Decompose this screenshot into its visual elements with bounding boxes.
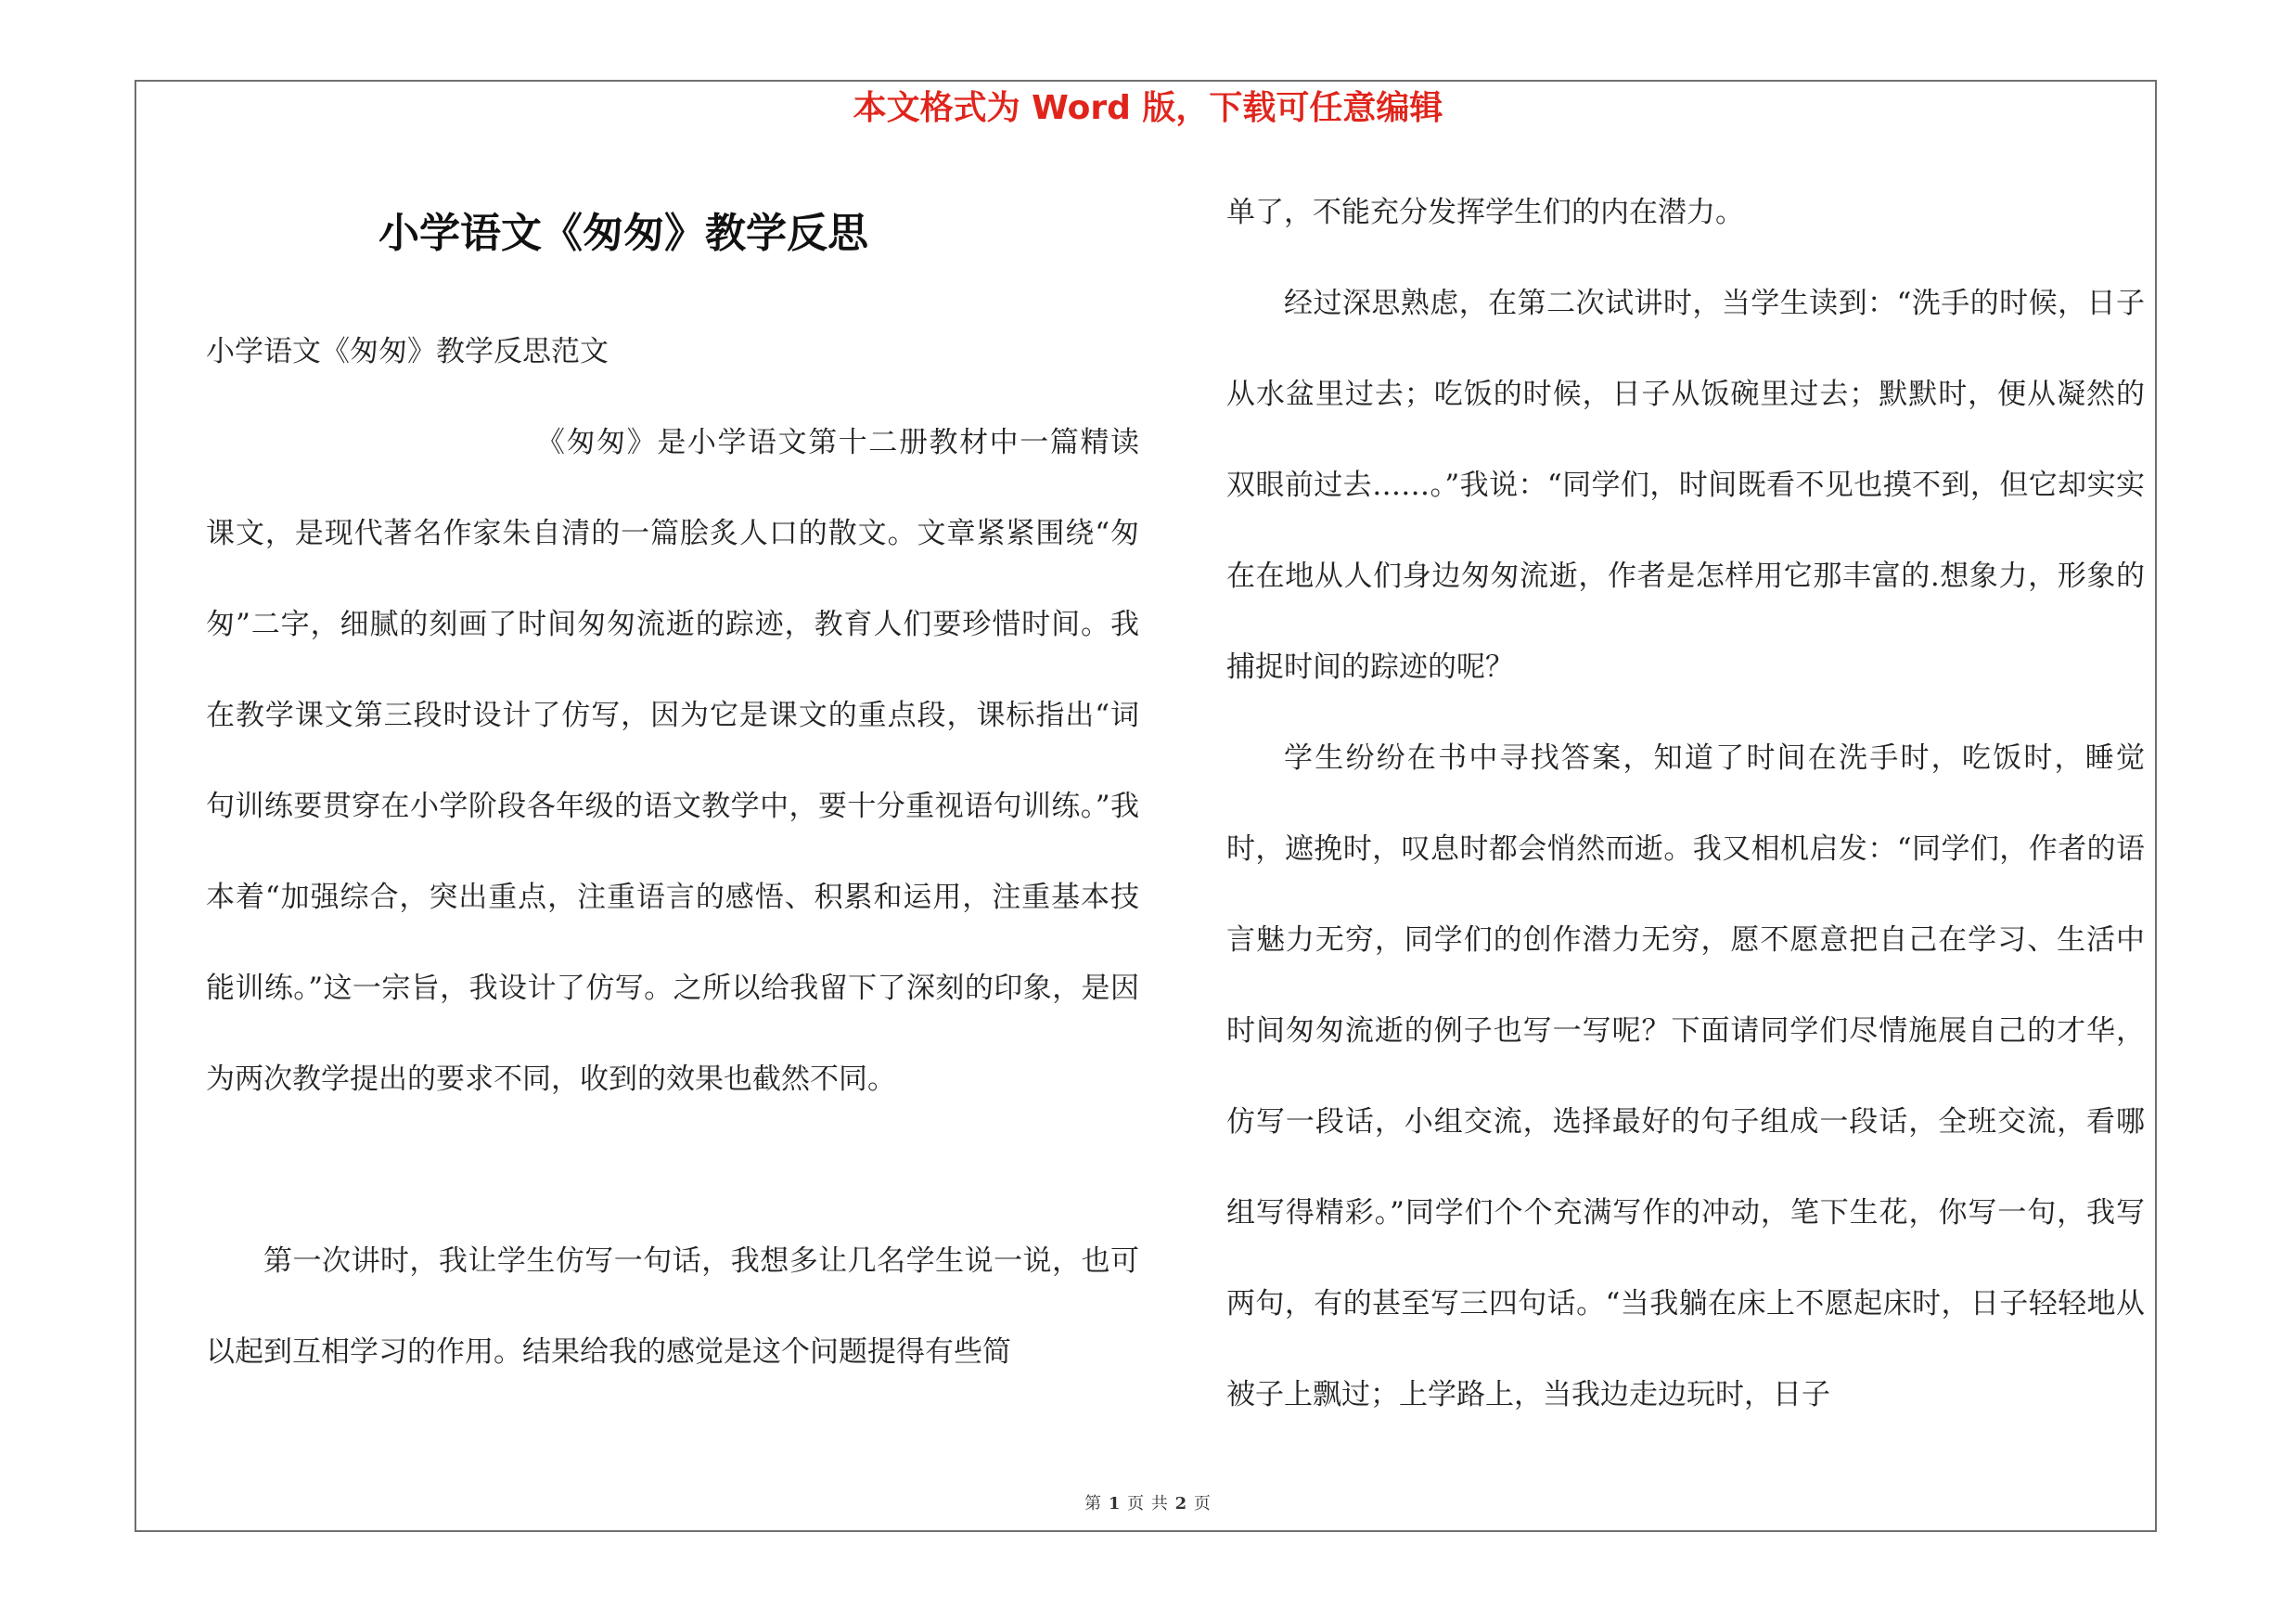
right-column [1226,167,2145,1440]
footer-middle: 页 共 [1127,1494,1169,1514]
footer-prefix: 第 [1084,1494,1103,1514]
format-banner: 本文格式为 Word 版，下载可任意编辑 [853,89,1443,127]
current-page-number: 1 [1108,1494,1122,1514]
total-page-number: 2 [1174,1494,1188,1514]
subtitle: 小学语文《匆匆》教学反思范文 [206,335,609,368]
paragraph: 经过深思熟虑，在第二次试讲时，当学生读到：“洗手的时候，日子从水盆里过去；吃饭的时候，日子从饭碗里过去；默默时，便从凝然的双眼前过去……。”我说：“同学们，时间既看不见也摸不到，但它却实实在在地从人们身边匆匆流逝，作者是怎样用它那丰富的.想象力，形象的捕捉时间的踪迹的呢？ [1226,287,2145,684]
paragraph-gap [206,1125,1139,1216]
footer-suffix: 页 [1193,1494,1212,1514]
paragraph: 单了，不能充分发挥学生们的内在潜力。 [1226,196,1744,229]
paragraph: 学生纷纷在书中寻找答案，知道了时间在洗手时，吃饭时，睡觉时，遮挽时，叹息时都会悄然而逝。我又相机启发：“同学们，作者的语言魅力无穷，同学们的创作潜力无穷，愿不愿意把自己在学习、生活中时间匆匆流逝的例子也写一写呢？下面请同学们尽情施展自己的才华，仿写一段话，小组交流，选择最好的句子组成一段话，全班交流，看哪组写得精彩。”同学们个个充满写作的冲动，笔下生花，你写一句，我写两句，有的甚至写三四句话。“当我躺在床上不愿起床时，日子轻轻地从被子上飘过；上学路上，当我边走边玩时，日子 [1226,741,2145,1411]
page-footer [0,1492,2296,1516]
paragraph: 第一次讲时，我让学生仿写一句话，我想多让几名学生说一说，也可以起到互相学习的作用。结果给我的感觉是这个问题提得有些简 [206,1244,1139,1369]
left-column [206,306,1139,1398]
paragraph: 《匆匆》是小学语文第十二册教材中一篇精读课文，是现代著名作家朱自清的一篇脍炙人口的散文。文章紧紧围绕“匆匆”二字，细腻的刻画了时间匆匆流逝的踪迹，教育人们要珍惜时间。我在教学课文第三段时设计了仿写，因为它是课文的重点段，课标指出“词句训练要贯穿在小学阶段各年级的语文教学中，要十分重视语句训练。”我本着“加强综合，突出重点，注重语言的感悟、积累和运用，注重基本技能训练。”这一宗旨，我设计了仿写。之所以给我留下了深刻的印象，是因为两次教学提出的要求不同，收到的效果也截然不同。 [206,426,1139,1096]
document-title: 小学语文《匆匆》教学反思 [378,210,868,257]
